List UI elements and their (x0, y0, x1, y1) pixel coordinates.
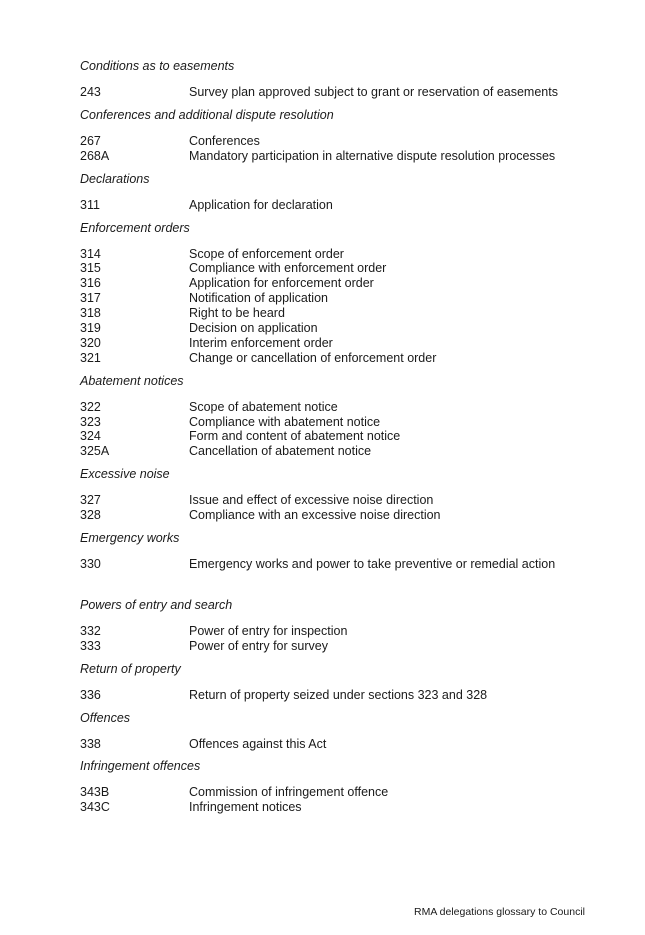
glossary-row (80, 198, 600, 213)
section-rows (80, 688, 600, 703)
section-abatement-notices (80, 374, 600, 460)
section-title: Notification of application (189, 291, 328, 306)
section-conferences (80, 108, 600, 164)
section-heading: Emergency works (80, 531, 180, 546)
section-title: Interim enforcement order (189, 335, 333, 350)
glossary-row (80, 785, 600, 800)
glossary-row (80, 639, 600, 654)
section-return-of-property (80, 662, 600, 703)
section-title: Application for enforcement order (189, 276, 374, 291)
section-number: 332 (80, 623, 101, 638)
section-number: 267 (80, 133, 101, 148)
section-title: Cancellation of abatement notice (189, 444, 372, 459)
section-number: 316 (80, 276, 101, 291)
section-heading: Conferences and additional dispute resolution (80, 107, 334, 122)
section-heading: Conditions as to easements (80, 59, 235, 73)
section-number: 322 (80, 399, 101, 414)
section-number: 330 (80, 557, 101, 572)
glossary-row (80, 247, 600, 262)
section-offences (80, 711, 600, 752)
section-title: Power of entry for survey (189, 638, 328, 653)
section-number: 319 (80, 321, 101, 336)
glossary-row (80, 149, 600, 164)
section-title: Decision on application (189, 321, 318, 336)
section-title: Issue and effect of excessive noise direction (189, 493, 434, 508)
section-rows (80, 400, 600, 460)
section-infringement-offences (80, 759, 600, 815)
section-excessive-noise (80, 467, 600, 523)
glossary-row (80, 557, 600, 572)
section-number: 320 (80, 335, 101, 350)
section-title: Infringement notices (189, 800, 302, 815)
section-number: 318 (80, 306, 101, 321)
glossary-row (80, 134, 600, 149)
section-heading: Enforcement orders (80, 220, 190, 235)
section-rows (80, 134, 600, 164)
section-number: 327 (80, 493, 101, 508)
glossary-row (80, 508, 600, 523)
glossary-row (80, 688, 600, 703)
glossary-row (80, 306, 600, 321)
section-number: 324 (80, 429, 101, 444)
glossary-row (80, 415, 600, 430)
section-number: 328 (80, 508, 101, 523)
section-heading: Offences (80, 710, 131, 725)
section-title: Scope of enforcement order (189, 246, 344, 261)
section-title: Form and content of abatement notice (189, 429, 401, 444)
section-enforcement-orders (80, 221, 600, 366)
section-title: Commission of infringement offence (189, 785, 389, 800)
glossary-row (80, 737, 600, 752)
section-title: Change or cancellation of enforcement order (189, 350, 437, 365)
section-easements (80, 59, 600, 100)
section-number: 333 (80, 638, 101, 653)
section-title: Emergency works and power to take preventive or remedial action (189, 557, 556, 572)
glossary-page (80, 59, 600, 815)
section-number: 317 (80, 291, 101, 306)
section-number: 336 (80, 687, 101, 702)
section-heading: Powers of entry and search (80, 597, 233, 612)
glossary-row (80, 429, 600, 444)
section-title: Conferences (189, 133, 260, 148)
glossary-row (80, 444, 600, 459)
glossary-row (80, 336, 600, 351)
section-number: 314 (80, 246, 101, 261)
section-title: Offences against this Act (189, 736, 327, 751)
section-heading: Excessive noise (80, 467, 170, 482)
section-powers-of-entry (80, 598, 600, 654)
section-number: 338 (80, 736, 101, 751)
section-rows (80, 557, 600, 572)
section-title: Survey plan approved subject to grant or reservation of easements (189, 85, 558, 99)
section-rows (80, 247, 600, 366)
section-emergency-works (80, 531, 600, 572)
section-title: Mandatory participation in alternative dispute resolution processes (189, 148, 556, 163)
section-title: Compliance with enforcement order (189, 261, 387, 276)
section-heading: Declarations (80, 171, 150, 186)
glossary-row (80, 261, 600, 276)
glossary-row (80, 493, 600, 508)
section-title: Compliance with an excessive noise direction (189, 508, 441, 523)
section-number: 243 (80, 85, 101, 99)
section-rows (80, 785, 600, 815)
section-number: 325A (80, 444, 110, 459)
section-title: Scope of abatement notice (189, 399, 338, 414)
section-heading: Return of property (80, 661, 181, 676)
section-title: Application for declaration (189, 197, 333, 212)
section-number: 323 (80, 414, 101, 429)
section-heading: Abatement notices (80, 373, 184, 388)
section-declarations (80, 172, 600, 213)
glossary-row (80, 291, 600, 306)
glossary-row (80, 85, 600, 100)
section-title: Compliance with abatement notice (189, 414, 381, 429)
glossary-row (80, 800, 600, 815)
section-number: 343B (80, 785, 110, 800)
section-title: Return of property seized under sections 323 and 328 (189, 687, 488, 702)
glossary-row (80, 321, 600, 336)
glossary-row (80, 276, 600, 291)
section-rows (80, 85, 600, 100)
section-rows (80, 198, 600, 213)
page-footer: RMA delegations glossary to Council (413, 906, 585, 918)
section-number: 315 (80, 261, 101, 276)
glossary-row (80, 624, 600, 639)
section-number: 343C (80, 800, 110, 815)
section-heading: Infringement offences (80, 759, 201, 774)
section-title: Right to be heard (189, 306, 285, 321)
glossary-row (80, 351, 600, 366)
section-title: Power of entry for inspection (189, 623, 348, 638)
section-rows (80, 737, 600, 752)
section-number: 268A (80, 148, 110, 163)
glossary-row (80, 400, 600, 415)
section-rows (80, 624, 600, 654)
section-number: 311 (80, 197, 100, 212)
section-number: 321 (80, 350, 101, 365)
section-rows (80, 493, 600, 523)
